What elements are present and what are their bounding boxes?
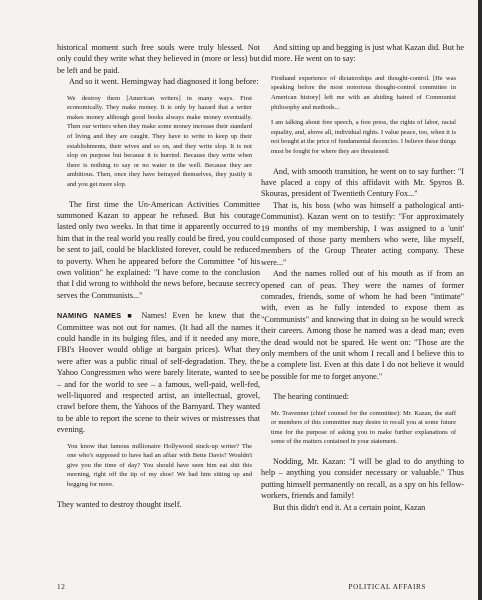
right-column — [261, 42, 464, 513]
paragraph: The hearing continued: — [273, 392, 349, 402]
paragraph: That is, his boss (who was himself a pathological anti-Communist). Kazan went on to testify: "For approximately 19 months of my membership, I was assigned to a 'unit' composed of those party members who were, like myself, members of the Group Theater acting company. These were..." — [261, 200, 464, 267]
block-quote: We destroy them [American writers] in many ways. First economically. They make money. It is only by hazard that a writer makes money although good books always make money eventually. Then our writers when they make some money increase their standard of living and they are caught. They have to write to keep up their establishments, their wives and so on, and they write slop. It is not slop on purpose but because it is hurried. Because they write when there is nothing to say or no water in the well. Because they are ambitious. Then, once they have betrayed themselves, they justify it and you get more slop. — [67, 94, 252, 188]
journal-title: POLITICAL AFFAIRS — [348, 583, 426, 591]
paragraph: The first time the Un-American Activities Committee summoned Kazan to appear he refused. But his courage lasted only two weeks. In that time it apparently occurred to him that in the real world you really could be fired, you could be sent to jail, could be blacklisted forever, could be reduced to poverty. When he appeared before the Committee "of his own volition" he explained: "I have come to the conclusion that I did wrong to withhold the news before, because secrecy serves the Communists..." — [57, 199, 260, 300]
page-edge — [478, 0, 482, 600]
block-quote: I am talking about free speech, a free press, the rights of labor, racial equality, and, above all, individual rights. I value peace, too, when it is not bought at the price of fundamental decencies. I believe these things must be fought for where they are threatened. — [271, 119, 456, 155]
left-column — [57, 42, 260, 510]
paragraph: And the names rolled out of his mouth as if from an opened can of peas. They were the names of former comrades, friends, some of whom he had been "intimate" with, even as he fully intended to expose them as "Communists" and knowing that in doing so he would wreck their careers. Among those he named was a dead man; even the dead would not be spared. He went on: "Those are the only members of the unit whom I recall and I believe this to be a complete list. Even at this date I do not believe it would be possible for me to forget anyone." — [261, 269, 464, 381]
paragraph: They wanted to destroy thought itself. — [57, 499, 182, 509]
page-number: 12 — [57, 583, 66, 591]
paragraph: historical moment such free souls were truly blessed. Not only could they write what they believed in (more or less) but be left and be paid. — [57, 43, 260, 75]
paragraph-text: Names! Even he knew that the Committee was not out for names. (It had all the names it could handle in its bulging files, and if it needed any more, FBI's Hoover would oblige at bargain prices). What they were after was a public ritual of self-degradation. They, the Yahoo Congressmen who were barely literate, wanted to see – and for the world to see – a famous, well-paid, well-fed, well-liquored and respected artist, an intellectual, grovel, crawl before them, the Yahoos of the Barnyard. They wanted to be able to report the scene to their wives or mistresses that evening. — [57, 311, 260, 435]
paragraph: And so it went. Hemingway had diagnosed it long before: — [69, 77, 259, 87]
paragraph: And sitting up and begging is just what Kazan did. But he did more. He went on to say: — [261, 43, 464, 64]
block-quote: Firsthand experience of dictatorships and thought-control. [He was speaking before the most notorious thought-control committee in American history] left me with an abiding hatred of Communist philosophy and methods... — [271, 74, 456, 111]
paragraph: And, with smooth transition, he went on to say further: "I have placed a copy of this affidavit with Mr. Spyros B. Skouras, president of Twentieth Century Fox..." — [261, 166, 464, 199]
paragraph: Nodding, Mr. Kazan: "I will be glad to do anything to help – anything you consider necessary or valuable." Thus putting himself permanently on recall, as a spy on his fellow-workers, friends and family! — [261, 457, 464, 501]
block-quote: Mr. Travenner (chief counsel for the committee): Mr. Kazan, the staff or members of this committee may desire to recall you at some future time for the purpose of asking you to make further explanations of some of the matters contained in your statement. — [271, 409, 456, 446]
block-quote: You know that famous millionaire Hollywood stuck-up writer? The one who's supposed to have had an affair with Bette Davis? Wouldn't give you the time of day? You should have seen him eat shit this morning, right off the tip of my shoe! We had him sitting up and begging for more. — [67, 442, 252, 489]
section-paragraph — [57, 310, 260, 435]
section-heading: NAMING NAMES ■ — [57, 311, 136, 321]
paragraph: But this didn't end it. At a certain point, Kazan — [273, 502, 426, 512]
